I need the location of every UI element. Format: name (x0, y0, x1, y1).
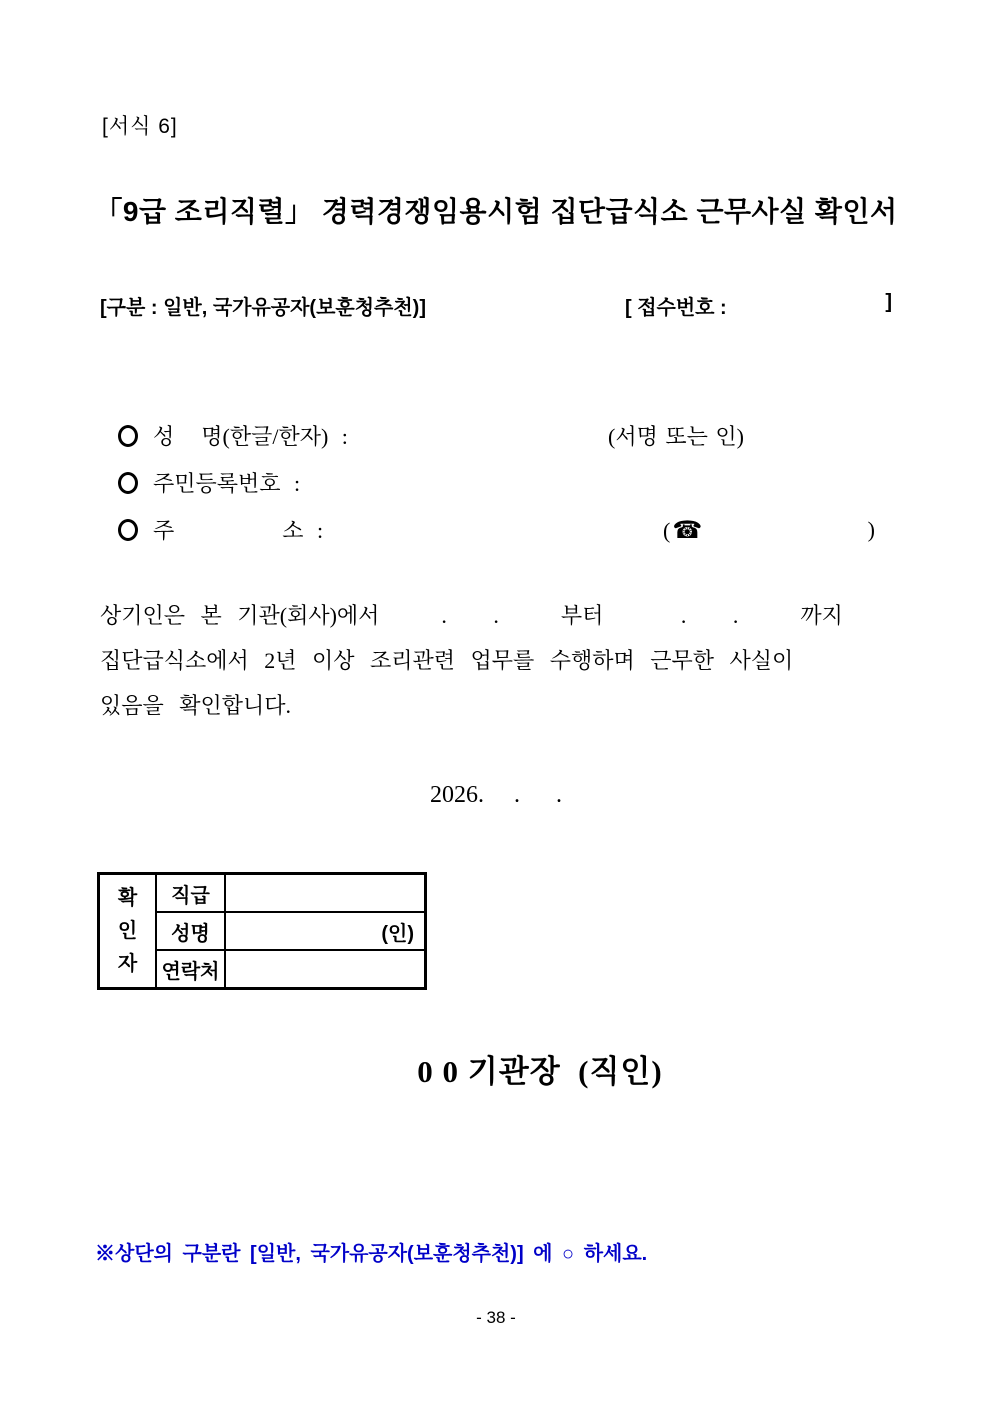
category-options-label: [구분 : 일반, 국가유공자(보훈청추천)] (100, 297, 427, 319)
name-field-row (118, 412, 892, 459)
identity-fields (118, 412, 892, 553)
table-row (99, 874, 426, 913)
confirmation-statement (100, 593, 900, 728)
agency-head-signature-line: 0 0 기관장 (직인) (417, 1054, 663, 1089)
statement-line-3: 있음을 확인합니다. (100, 693, 292, 718)
instruction-note: ※상단의 구분란 [일반, 국가유공자(보훈청추천)] 에 ○ 하세요. (95, 1243, 648, 1265)
circle-bullet-icon (118, 519, 138, 541)
contact-label: 연락처 (156, 950, 225, 989)
telephone-icon: ☎ (672, 515, 703, 544)
name-field-label: 성 명(한글/한자) : (153, 424, 348, 449)
rank-value-cell (225, 874, 426, 913)
date-line: 2026. . . (430, 782, 562, 808)
phone-field-close: ) (867, 516, 875, 542)
name-value-cell: (인) (225, 912, 426, 950)
receipt-number-field (625, 291, 892, 320)
category-row (100, 291, 892, 320)
phone-field-open: (☎ (663, 515, 703, 544)
confirmer-table (97, 872, 427, 990)
document-title: 「9급 조리직렬」 경력경쟁임용시험 집단급식소 근무사실 확인서 (94, 196, 898, 227)
circle-bullet-icon (118, 472, 138, 494)
phone-field (663, 516, 875, 544)
rank-label: 직급 (156, 874, 225, 913)
statement-line-1: 상기인은 본 기관(회사)에서 . . 부터 . . 까지 (100, 603, 843, 628)
rrn-field-label: 주민등록번호 : (153, 471, 301, 496)
address-field-label: 주 소 : (153, 518, 324, 543)
circle-bullet-icon (118, 425, 138, 447)
page-number: - 38 - (476, 1308, 516, 1327)
confirmer-group-label: 확 인 자 (99, 874, 157, 989)
contact-value-cell (225, 950, 426, 989)
statement-line-2: 집단급식소에서 2년 이상 조리관련 업무를 수행하며 근무한 사실이 (100, 648, 794, 673)
receipt-number-label: [ 접수번호 : (625, 297, 727, 319)
name-label: 성명 (156, 912, 225, 950)
rrn-field-row (118, 459, 892, 506)
receipt-number-close-bracket: ] (885, 291, 892, 313)
address-field-row (118, 506, 892, 553)
form-number-label: [서식 6] (102, 115, 178, 138)
signature-or-seal-note: (서명 또는 인) (608, 424, 744, 449)
